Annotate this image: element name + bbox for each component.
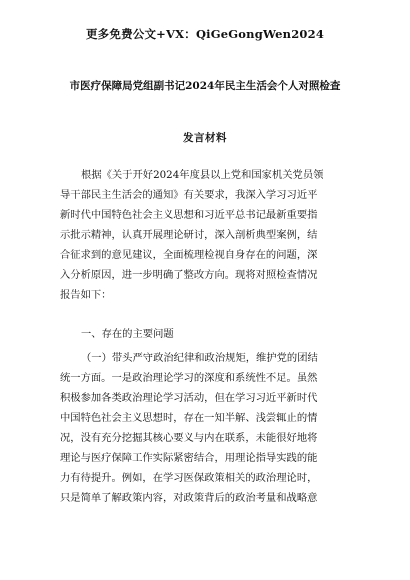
paragraph-line: 导干部民主生活会的通知》有关要求，我深入学习习近平	[60, 189, 318, 201]
section-heading	[60, 324, 352, 344]
paragraph-line: 入分析原因，进一步明确了整改方向。现将对照检查情况	[60, 269, 318, 281]
paragraph-line: 况，没有充分挖掘其核心要义与内在联系，未能很好地将	[60, 432, 318, 444]
paragraph-line: 力有待提升。例如，在学习医保政策相关的政治理论时，	[60, 472, 318, 484]
promo-header: 更多免费公文+VX：QiGeGongWen2024	[85, 27, 325, 41]
paragraph-line: （一）带头严守政治纪律和政治规矩，维护党的团结	[81, 352, 318, 364]
paragraph-line: 新时代中国特色社会主义思想和习近平总书记最新重要指	[60, 209, 318, 221]
paragraph-line: 合征求到的意见建议，全面梳理检视自身存在的问题，深	[60, 249, 318, 261]
paragraph-line: 只是简单了解政策内容，对政策背后的政治考量和战略意	[60, 492, 318, 504]
paragraph-line: 报告如下：	[60, 289, 112, 301]
section-paragraph	[60, 348, 352, 508]
paragraph-line: 中国特色社会主义思想时，存在一知半解、浅尝辄止的情	[60, 412, 318, 424]
paragraph-line: 根据《关于开好2024年度县以上党和国家机关党员领	[81, 169, 324, 181]
paragraph-line: 积极参加各类政治理论学习活动，但在学习习近平新时代	[60, 392, 318, 404]
paragraph-line: 理论与医疗保障工作实际紧密结合，用理论指导实践的能	[60, 452, 318, 464]
paragraph-line: 统一方面。一是政治理论学习的深度和系统性不足。虽然	[60, 372, 318, 384]
document-subtitle: 发言材料	[183, 132, 227, 144]
document-title: 市医疗保障局党组副书记2024年民主生活会个人对照检查	[69, 80, 341, 92]
paragraph-line: 示批示精神，认真开展理论研讨，深入剖析典型案例，结	[60, 229, 318, 241]
intro-paragraph	[60, 165, 352, 305]
section-heading-text: 一、存在的主要问题	[81, 328, 174, 340]
